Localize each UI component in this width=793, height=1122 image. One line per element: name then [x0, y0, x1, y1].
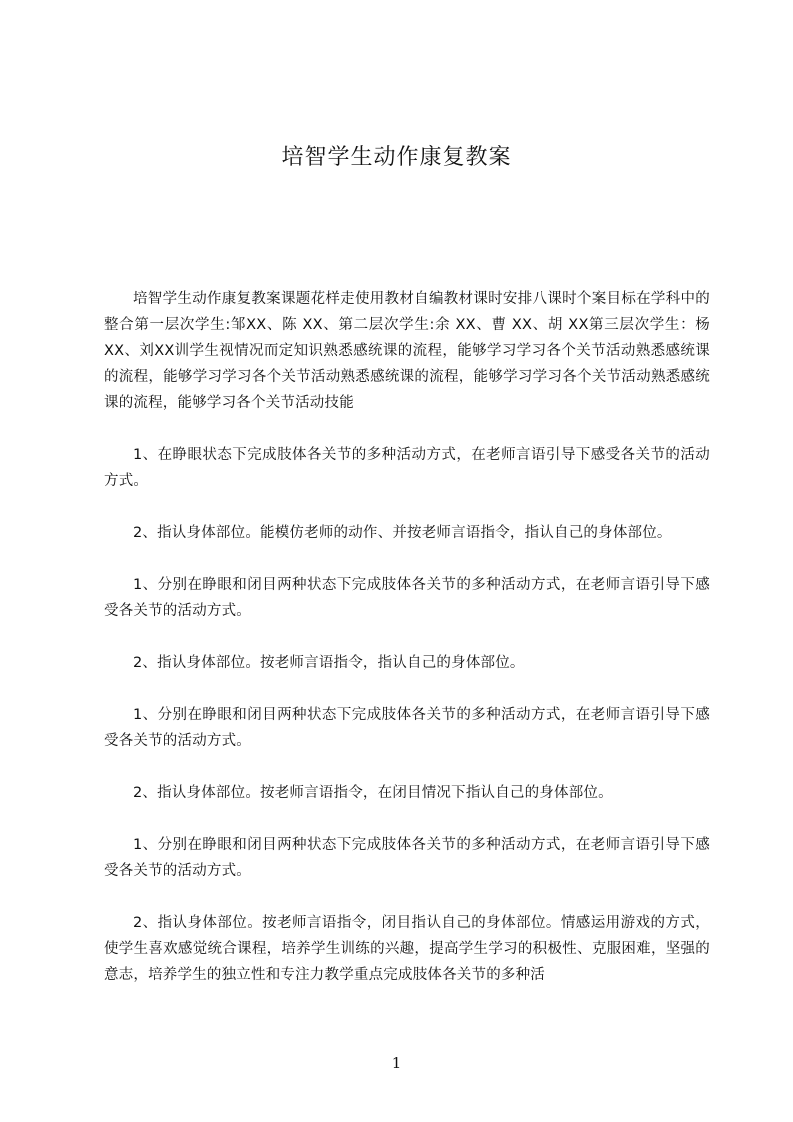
document-title: 培智学生动作康复教案: [281, 145, 512, 170]
page-number: 1: [391, 1054, 402, 1072]
paragraph-objective-3b: 2、指认身体部位。按老师言语指令，在闭目情况下指认自己的身体部位。: [133, 785, 613, 801]
paragraph-intro: 培智学生动作康复教案课题花样走使用教材自编教材课时安排八课时个案目标在学科中的整合第一层次学生:邹XX、陈 XX、第二层次学生:余 XX、曹 XX、胡 XX第三层次学生：杨XX、刘XX训学生视情况而定知识熟悉感统课的流程，能够学习学习各个关节活动熟悉感统课的流程，能够学习学习各个关节活动熟悉感统课的流程，能够学习学习各个关节活动熟悉感统课的流程，能够学习各个关节活动技能: [104, 291, 710, 411]
paragraph-objective-4b: 2、指认身体部位。按老师言语指令，闭目指认自己的身体部位。情感运用游戏的方式，使学生喜欢感觉统合课程，培养学生训练的兴趣，提高学生学习的积极性、克服困难，坚强的意志，培养学生的独立性和专注力教学重点完成肢体各关节的多种活: [104, 915, 710, 983]
paragraph-objective-2b: 2、指认身体部位。按老师言语指令，指认自己的身体部位。: [133, 655, 525, 671]
paragraph-objective-2a: 1、分别在睁眼和闭目两种状态下完成肢体各关节的多种活动方式，在老师言语引导下感受各关节的活动方式。: [104, 577, 710, 619]
paragraph-objective-4a: 1、分别在睁眼和闭目两种状态下完成肢体各关节的多种活动方式，在老师言语引导下感受各关节的活动方式。: [104, 837, 710, 879]
paragraph-objective-1b: 2、指认身体部位。能模仿老师的动作、并按老师言语指令，指认自己的身体部位。: [133, 525, 672, 541]
paragraph-objective-1a: 1、在睁眼状态下完成肢体各关节的多种活动方式，在老师言语引导下感受各关节的活动方式。: [104, 447, 710, 489]
paragraph-objective-3a: 1、分别在睁眼和闭目两种状态下完成肢体各关节的多种活动方式，在老师言语引导下感受各关节的活动方式。: [104, 707, 710, 749]
document-body: [104, 286, 710, 1014]
